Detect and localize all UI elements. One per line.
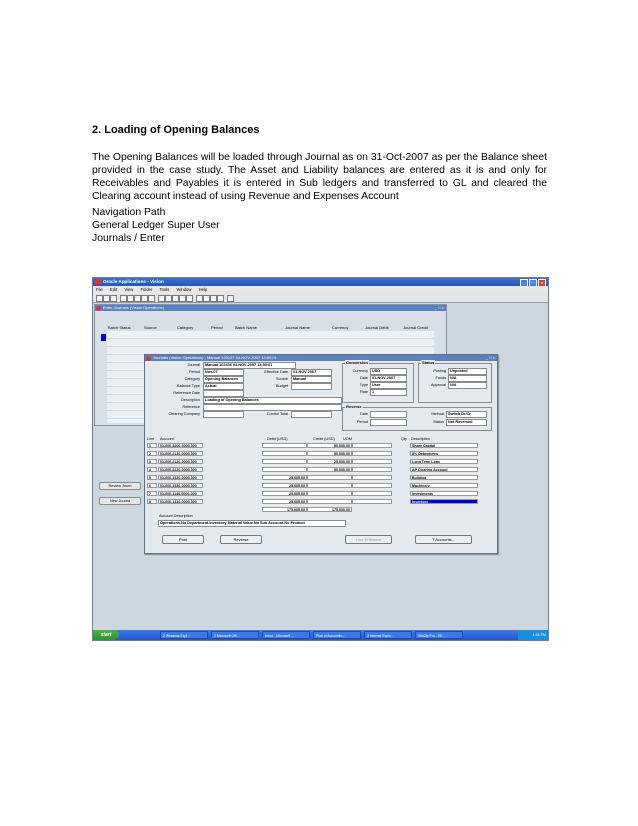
status-title: Status: [422, 360, 435, 365]
debit-cell[interactable]: [262, 459, 307, 464]
body-paragraph: The Opening Balances will be loaded through Journal as on 31-Oct-2007 as per the Balance sheet provided in the case study. The Asset and Liability balances are entered as it is and only for Receivables and Payables it is entered in Sub ledgers and transferred to GL and cleared the Clearing account instead of using Revenue and Expenses Account: [92, 152, 547, 202]
account-cell[interactable]: 01-000-1530-0000-000: [158, 483, 203, 488]
col-currency: Currency: [332, 325, 349, 330]
reverse-period-field[interactable]: [370, 419, 407, 426]
journal-window: [144, 354, 498, 554]
balance-type-label: Balance Type: [177, 384, 200, 388]
minimize-icon[interactable]: _: [520, 279, 528, 287]
period-label: Period: [189, 370, 200, 374]
section-heading: 2. Loading of Opening Balances: [92, 124, 260, 136]
credit-cell[interactable]: [307, 483, 352, 488]
journal-field[interactable]: Manual 102436 04-NOV-2007 13:50:01: [203, 362, 296, 369]
debit-cell[interactable]: [262, 451, 307, 456]
window-controls-icon[interactable]: _ □ ×: [485, 355, 495, 360]
line-number-cell[interactable]: 2: [147, 451, 157, 456]
debit-cell[interactable]: 20,000.00: [262, 491, 307, 496]
open-icon[interactable]: [103, 295, 110, 302]
copy-icon[interactable]: [203, 295, 210, 302]
currency-field[interactable]: USD: [370, 368, 407, 375]
credit-cell[interactable]: 50,000.00: [307, 443, 352, 448]
col-journal-name: Journal Name: [285, 325, 310, 330]
window-controls-icon[interactable]: _ □ ×: [434, 305, 444, 310]
zoom-icon[interactable]: [141, 295, 148, 302]
new-journal-button[interactable]: New Journa: [99, 497, 141, 505]
enter-journals-title: Enter Journals (Vision Operations): [103, 305, 165, 310]
attachments-icon[interactable]: [158, 295, 165, 302]
maximize-icon[interactable]: □: [529, 279, 537, 287]
oracle-logo-icon: [95, 279, 101, 285]
cut-icon[interactable]: [196, 295, 203, 302]
post-button[interactable]: Post: [162, 535, 204, 544]
menu-view[interactable]: View: [124, 287, 134, 292]
journal-window-title: Journals (Vision Operations) - Manual 120127 04-NOV-2007 13:50:01: [153, 355, 277, 360]
credit-cell[interactable]: 25,000.00: [307, 459, 352, 464]
reverse-status-field: Not Reversed: [446, 419, 487, 426]
menu-window[interactable]: Window: [176, 287, 192, 292]
menu-help[interactable]: Help: [198, 287, 208, 292]
description-cell[interactable]: Machinery: [410, 483, 478, 488]
find-icon[interactable]: [172, 295, 179, 302]
reverse-date-field[interactable]: [370, 411, 407, 418]
close-icon[interactable]: ×: [538, 279, 546, 287]
credit-cell[interactable]: [307, 475, 352, 480]
menu-bar: [93, 286, 548, 293]
uom-cell[interactable]: [352, 459, 392, 464]
save-icon[interactable]: [110, 295, 117, 302]
reverse-button[interactable]: Reverse: [220, 535, 262, 544]
col-journal-debit: Journal Debit: [365, 325, 389, 330]
line-number-cell[interactable]: 7: [147, 491, 157, 496]
new-icon[interactable]: [96, 295, 103, 302]
conversion-type-field[interactable]: User: [370, 382, 407, 389]
category-label: Category: [184, 377, 200, 381]
method-select[interactable]: Switch Dr/Cr: [446, 411, 487, 418]
description-cell[interactable]: AP Clearing Account: [410, 467, 478, 472]
effective-date-field[interactable]: 01-NOV-2007: [291, 369, 332, 376]
taskbar-item[interactable]: 2 Internet Explo...: [364, 631, 412, 639]
selected-row-indicator[interactable]: [101, 334, 106, 341]
taskbar-item[interactable]: Plan of Accountin...: [313, 631, 361, 639]
reference-date-label: Reference Date: [173, 391, 200, 395]
account-description-field: Operations.No Department.Inventory Material Value.No Sub Account.No Product: [158, 520, 346, 527]
approval-label: Approval: [431, 383, 446, 387]
clear-icon[interactable]: [217, 295, 224, 302]
grid-header-uom: UOM: [343, 437, 352, 441]
reverse-status-label: Status: [433, 420, 444, 424]
posting-field: Unposted: [448, 368, 487, 375]
credit-cell[interactable]: [307, 499, 352, 504]
reverse-title: Reverse: [346, 404, 362, 409]
menu-tools[interactable]: Tools: [159, 287, 170, 292]
debit-cell[interactable]: 25,000.00: [262, 475, 307, 480]
rate-label: Rate: [359, 390, 368, 394]
account-description-label: Account Description: [159, 514, 193, 518]
account-cell[interactable]: 01-000-3200-0000-000: [158, 443, 203, 448]
translations-icon[interactable]: [148, 295, 155, 302]
nav-line-2: Journals / Enter: [92, 233, 165, 244]
conversion-date-label: Date: [359, 376, 368, 380]
new-record-icon[interactable]: [179, 295, 186, 302]
account-cell[interactable]: 01-000-2220-0000-000: [158, 467, 203, 472]
uom-cell[interactable]: [352, 475, 392, 480]
taskbar-item[interactable]: Inbox - Microsoft ...: [262, 631, 310, 639]
taskbar-item[interactable]: 2 Microsoft Offi...: [211, 631, 259, 639]
taskbar: [93, 630, 548, 640]
debit-cell[interactable]: [262, 443, 307, 448]
credit-cell[interactable]: 50,000.00: [307, 467, 352, 472]
reverse-date-label: Date: [359, 412, 368, 416]
t-accounts-button[interactable]: T Accounts...: [415, 535, 472, 544]
account-cell[interactable]: 01-000-2120-0000-000: [158, 459, 203, 464]
uom-cell[interactable]: [352, 467, 392, 472]
review-journal-button[interactable]: Review Journ: [99, 482, 141, 490]
account-cell[interactable]: 01-000-1410-0000-000: [158, 499, 203, 504]
line-number-cell[interactable]: 6: [147, 483, 157, 488]
col-source: Source: [144, 325, 157, 330]
funds-label: Funds: [435, 376, 446, 380]
line-drilldown-button[interactable]: Line Drilldown: [345, 535, 392, 544]
debit-cell[interactable]: 25,000.00: [262, 483, 307, 488]
debit-cell[interactable]: 25,000.00: [262, 499, 307, 504]
budget-label: Budget: [275, 384, 288, 388]
line-number-cell[interactable]: 3: [147, 459, 157, 464]
uom-cell[interactable]: [352, 443, 392, 448]
clearing-company-label: Clearing Company: [168, 412, 200, 416]
window-icon: [96, 306, 101, 311]
grid-header-debit: Debit (USD): [267, 437, 288, 441]
period-field[interactable]: Nov-07: [203, 369, 244, 376]
description-cell[interactable]: Inventory: [410, 499, 478, 504]
description-cell[interactable]: 8% Debentures: [410, 451, 478, 456]
uom-cell[interactable]: [352, 499, 392, 504]
navigator-icon[interactable]: [134, 295, 141, 302]
uom-cell[interactable]: [352, 483, 392, 488]
clearing-company-field[interactable]: [203, 411, 244, 418]
credit-cell[interactable]: [307, 491, 352, 496]
currency-label: Currency: [352, 369, 368, 373]
nav-line-1: General Ledger Super User: [92, 220, 220, 231]
account-cell[interactable]: 01-000-1140-0000-000: [158, 491, 203, 496]
toolbar: [93, 293, 548, 303]
total-debit: 175,000.00: [262, 507, 307, 512]
grid-header-line: Line: [147, 437, 155, 441]
uom-cell[interactable]: [352, 491, 392, 496]
conversion-title: Conversion: [346, 360, 369, 365]
paste-icon[interactable]: [210, 295, 217, 302]
funds-field: N/A: [448, 375, 487, 382]
credit-cell[interactable]: 50,000.00: [307, 451, 352, 456]
source-field[interactable]: Manual: [291, 376, 332, 383]
menu-edit[interactable]: Edit: [109, 287, 118, 292]
posting-label: Posting: [433, 369, 446, 373]
navigation-path: [92, 206, 220, 245]
balance-type-field[interactable]: Actual: [203, 383, 244, 390]
close-form-icon[interactable]: [127, 295, 134, 302]
col-batch-status: Batch Status: [108, 325, 131, 330]
description-label: Description: [181, 398, 200, 402]
uom-cell[interactable]: [352, 451, 392, 456]
window-icon: [146, 356, 151, 361]
source-label: Source: [275, 377, 288, 381]
col-journal-credit: Journal Credit: [403, 325, 428, 330]
description-field[interactable]: Loading of Opening Balances: [203, 397, 342, 404]
journal-label: Journal: [187, 363, 200, 367]
folder-icon[interactable]: [165, 295, 172, 302]
menu-folder[interactable]: Folder: [140, 287, 153, 292]
delete-icon[interactable]: [186, 295, 193, 302]
account-cell[interactable]: 01-000-1520-0000-000: [158, 475, 203, 480]
debit-cell[interactable]: [262, 467, 307, 472]
clock: 1:54 PM: [518, 630, 548, 640]
line-number-cell[interactable]: 1: [147, 443, 157, 448]
reference-date-field[interactable]: [203, 390, 244, 397]
description-cell[interactable]: Investments: [410, 491, 478, 496]
description-cell[interactable]: Share Capital: [410, 443, 478, 448]
col-period: Period: [211, 325, 223, 330]
conversion-type-label: Type: [359, 383, 368, 387]
taskbar-item[interactable]: 2 Windows Expl...: [160, 631, 208, 639]
total-credit: 175,000.00: [307, 507, 352, 512]
grid-header-description: Description: [411, 437, 430, 441]
method-label: Method: [431, 412, 444, 416]
app-title: Oracle Applications - Vision: [103, 279, 164, 284]
app-titlebar: [93, 278, 548, 286]
description-cell[interactable]: Building: [410, 475, 478, 480]
line-number-cell[interactable]: 4: [147, 467, 157, 472]
nav-title: Navigation Path: [92, 207, 166, 218]
reverse-period-label: Period: [357, 420, 368, 424]
effective-date-label: Effective Date: [264, 370, 288, 374]
start-button[interactable]: start: [93, 630, 119, 640]
category-field[interactable]: Opening Balances: [203, 376, 244, 383]
print-icon[interactable]: [120, 295, 127, 302]
col-batch-name: Batch Name: [235, 325, 258, 330]
menu-file[interactable]: File: [96, 287, 103, 292]
col-category: Category: [177, 325, 194, 330]
grid-header-credit: Credit (USD): [313, 437, 335, 441]
conversion-date-field[interactable]: 01-NOV-2007: [370, 375, 407, 382]
control-total-field[interactable]: [291, 411, 332, 418]
control-total-label: Control Total: [266, 412, 288, 416]
taskbar-item[interactable]: WinZip Pro - 9B ...: [415, 631, 463, 639]
rate-field[interactable]: 1: [370, 389, 407, 396]
line-number-cell[interactable]: 5: [147, 475, 157, 480]
line-number-cell[interactable]: 8: [147, 499, 157, 504]
help-icon[interactable]: [227, 295, 234, 302]
grid-header-qty: Qty: [401, 437, 407, 441]
grid-header-account: Account: [160, 437, 174, 441]
account-cell[interactable]: 01-000-2130-0000-000: [158, 451, 203, 456]
reference-field[interactable]: [203, 404, 342, 411]
oracle-screenshot: [92, 277, 549, 641]
reference-label: Reference: [182, 405, 200, 409]
description-cell[interactable]: Long Term Loan: [410, 459, 478, 464]
budget-field[interactable]: [291, 383, 332, 390]
approval-field: N/A: [448, 382, 487, 389]
